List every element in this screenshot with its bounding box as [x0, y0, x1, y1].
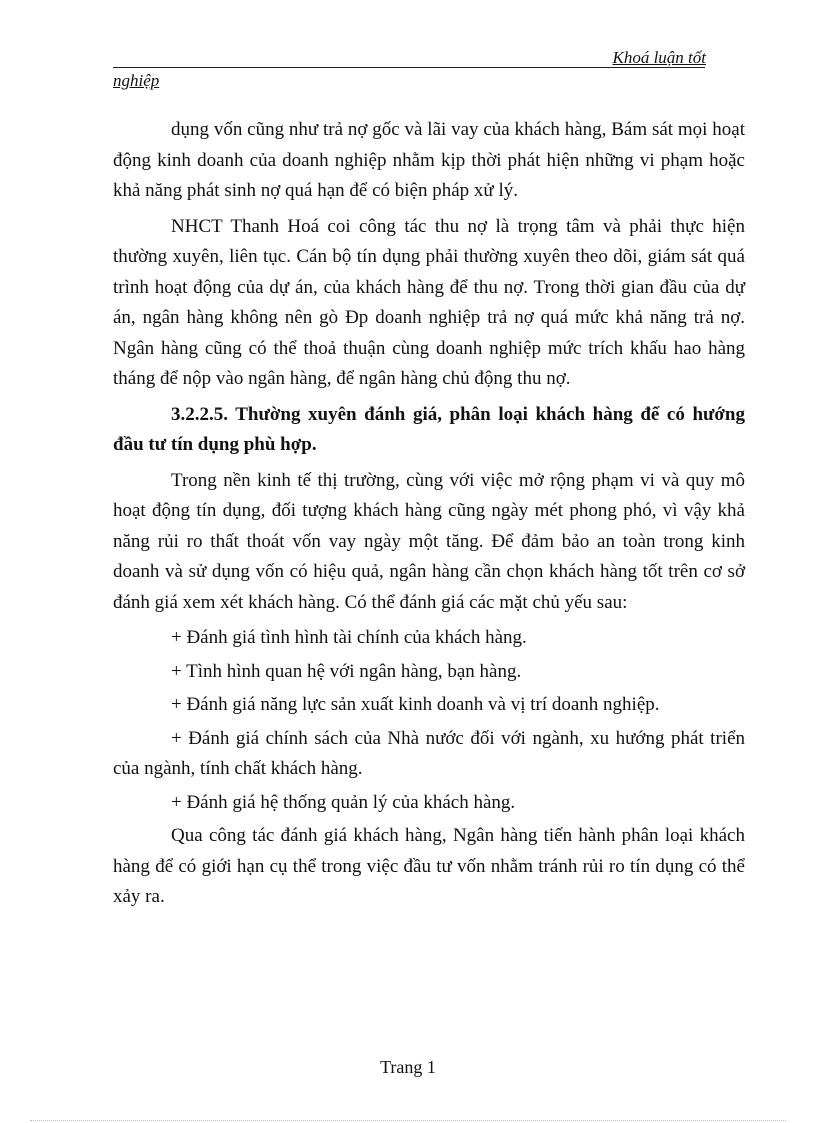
page-body	[113, 115, 745, 918]
paragraph-3: Trong nền kinh tế thị trường, cùng với việc mở rộng phạm vi và quy mô hoạt động tín dụng, đối tượng khách hàng cũng ngày mét phong phó, vì vậy khả năng rủi ro thất thoát vốn vay ngày một tăng. Để đảm bảo an toàn trong kinh doanh và sử dụng vốn có hiệu quả, ngân hàng cần chọn khách hàng tốt trên cơ sở đánh giá xem xét khách hàng. Có thể đánh giá các mặt chủ yếu sau:	[113, 469, 745, 613]
section-heading: 3.2.2.5. Thường xuyên đánh giá, phân loại khách hàng để có hướng đầu tư tín dụng phù hợp.	[113, 403, 745, 455]
bullet-5: + Đánh giá hệ thống quản lý của khách hàng.	[171, 791, 516, 813]
header-title-continued: nghiệp	[113, 71, 160, 90]
bullet-2: + Tình hình quan hệ với ngân hàng, bạn hàng.	[171, 660, 522, 682]
bullet-1: + Đánh giá tình hình tài chính của khách hàng.	[171, 627, 527, 648]
paragraph-4: Qua công tác đánh giá khách hàng, Ngân hàng tiến hành phân loại khách hàng để có giới hạn cụ thể trong việc đầu tư vốn nhằm tránh rủi ro tín dụng có thể xảy ra.	[113, 825, 745, 907]
page-number: Trang 1	[380, 1057, 436, 1077]
paragraph-2: NHCT Thanh Hoá coi công tác thu nợ là trọng tâm và phải thực hiện thường xuyên, liên tục. Cán bộ tín dụng phải thường xuyên theo dõi, giám sát quá trình hoạt động của dự án, của khách hàng để thu nợ. Trong thời gian đầu của dự án, ngân hàng không nên gò Đp doanh nghiệp trả nợ quá mức khả năng trả nợ. Ngân hàng cũng có thể thoả thuận cùng doanh nghiệp mức trích khấu hao hàng tháng để nộp vào ngân hàng, để ngân hàng chủ động thu nợ.	[113, 215, 745, 389]
bullet-4: + Đánh giá chính sách của Nhà nước đối với ngành, xu hướng phát triển của ngành, tính chất khách hàng.	[113, 727, 745, 779]
paragraph-1: dụng vốn cũng như trả nợ gốc và lãi vay của khách hàng, Bám sát mọi hoạt động kinh doanh của doanh nghiệp nhằm kịp thời phát hiện những vi phạm hoặc khả năng phát sinh nợ quá hạn để có biện pháp xử lý.	[113, 119, 745, 201]
header-rule	[113, 67, 705, 68]
header-title: Khoá luận tốt	[612, 48, 706, 67]
page-break-divider	[30, 1120, 786, 1121]
bullet-3: + Đánh giá năng lực sản xuất kinh doanh và vị trí doanh nghiệp.	[171, 694, 660, 715]
